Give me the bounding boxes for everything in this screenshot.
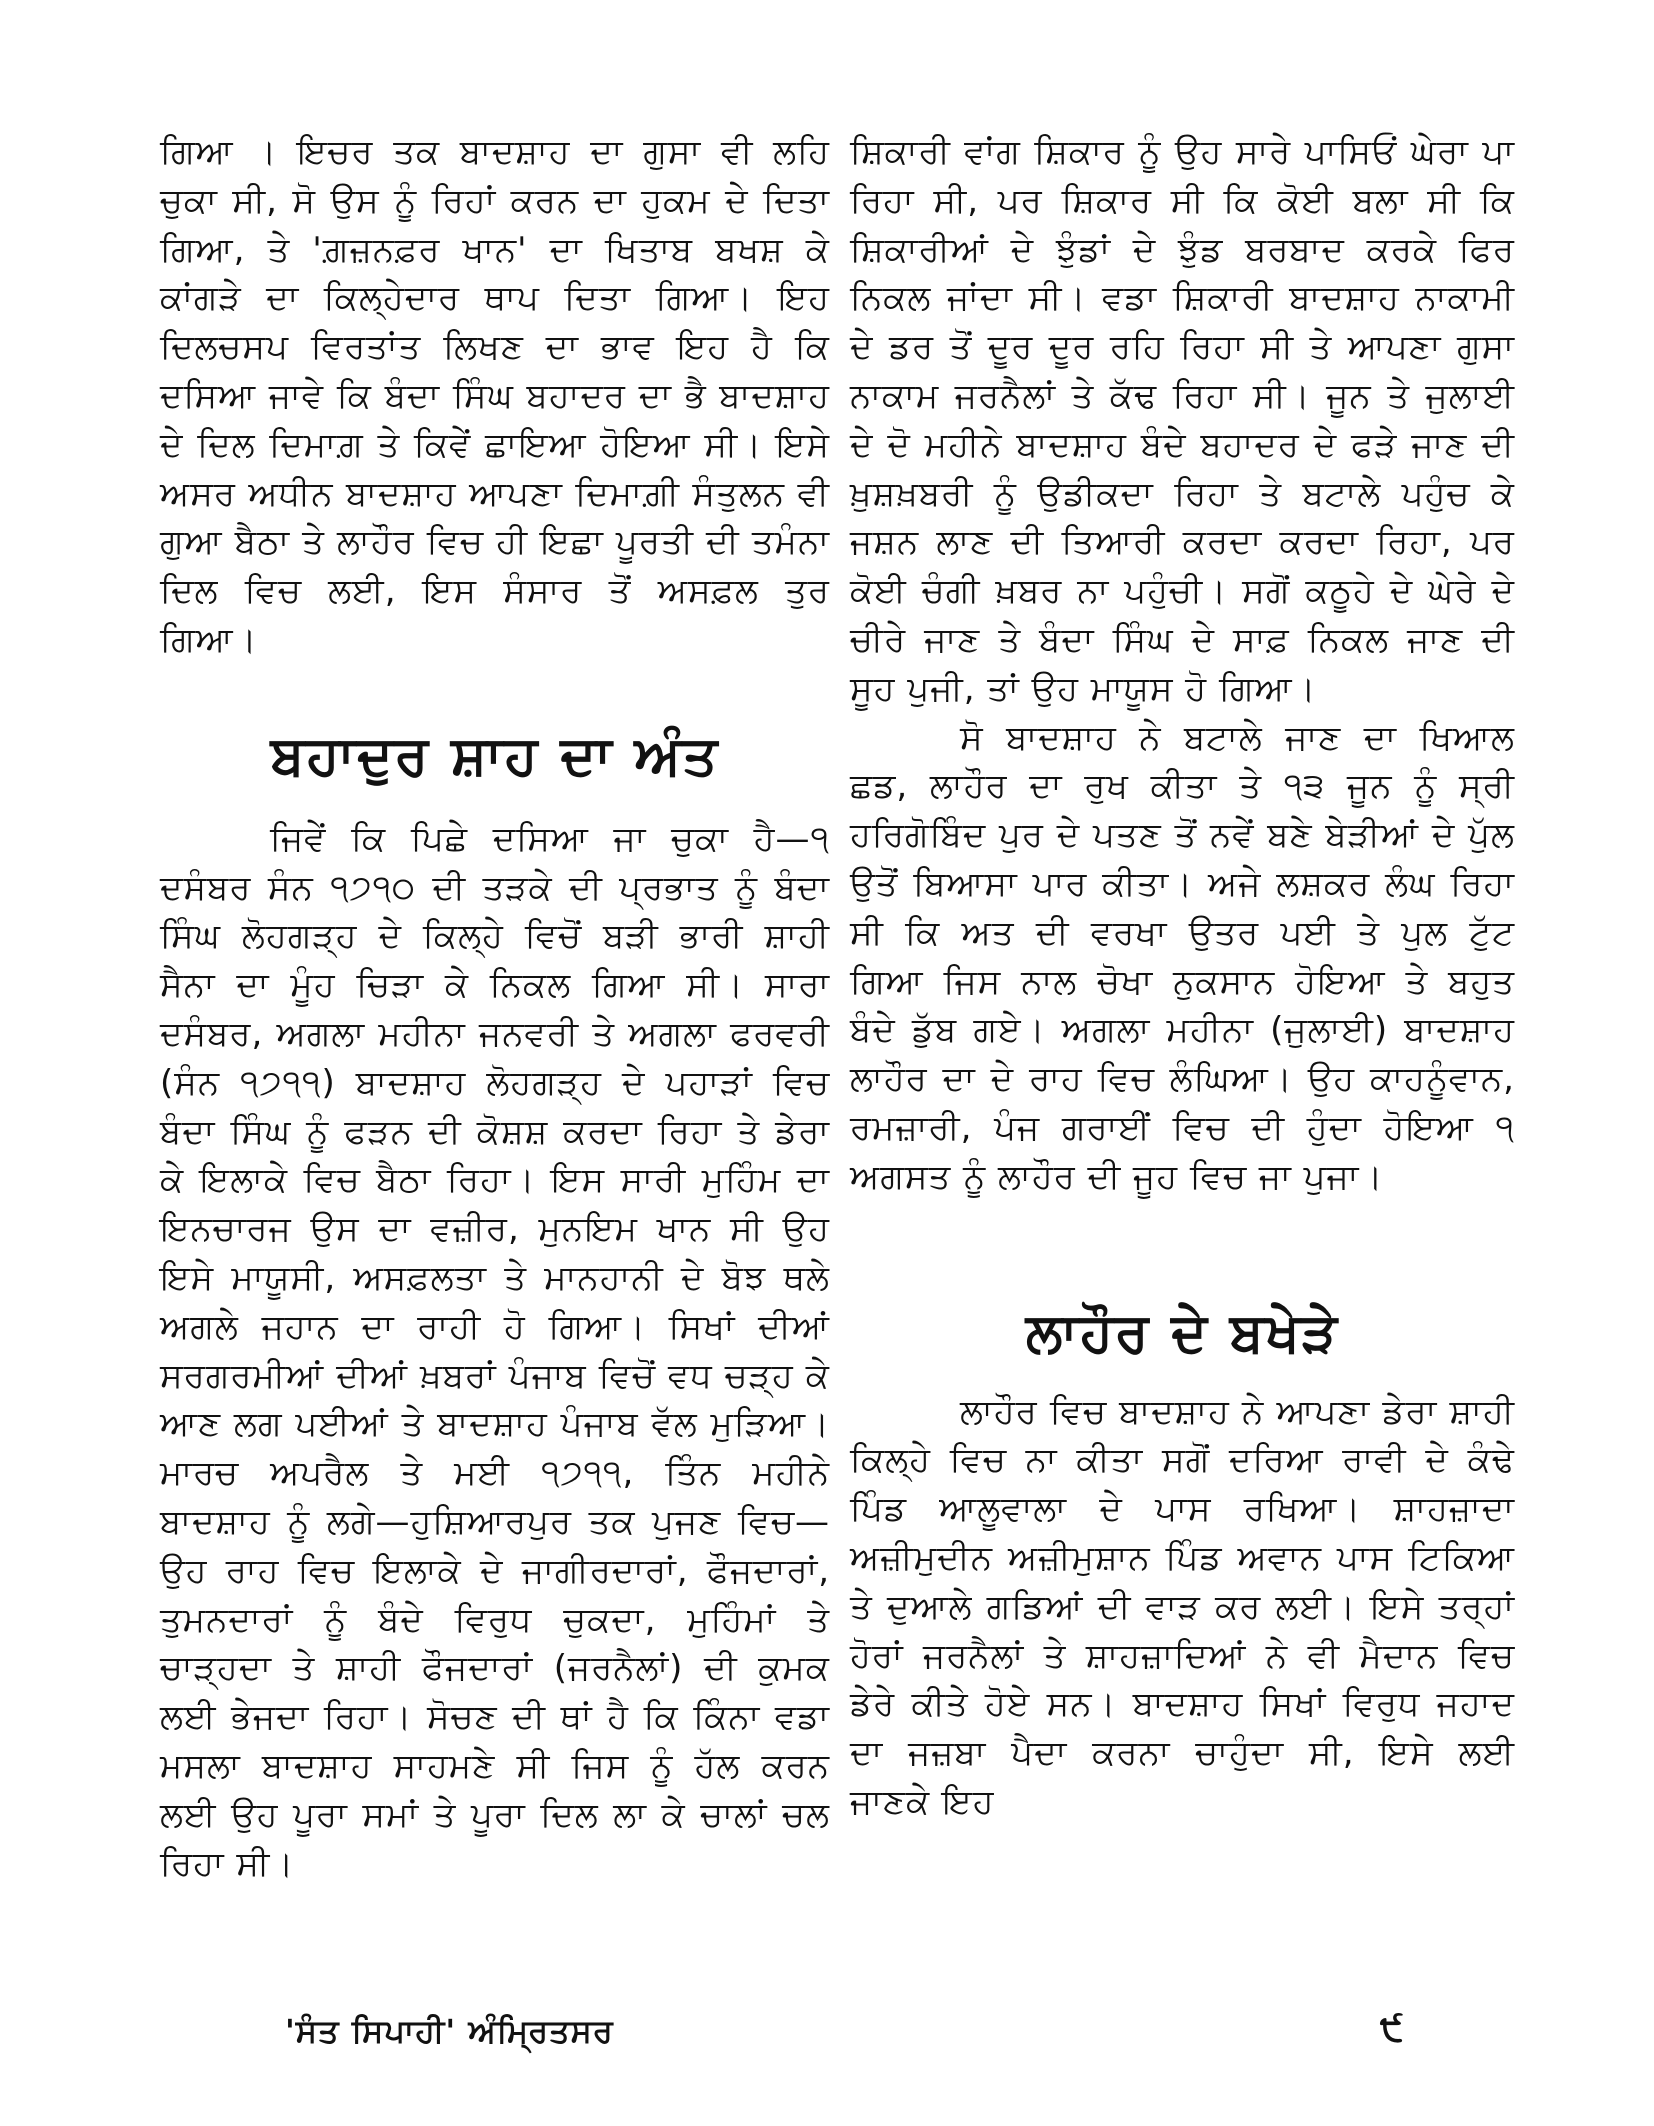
section-heading-lahore: ਲਾਹੌਰ ਦੇ ਬਖੇੜੇ — [1025, 1300, 1340, 1364]
right-paragraph-1: ਸ਼ਿਕਾਰੀ ਵਾਂਗ ਸ਼ਿਕਾਰ ਨੂੰ ਉਹ ਸਾਰੇ ਪਾਸਿਓਂ ਘੇਰਾ ਪਾ ਰਿਹਾ ਸੀ, ਪਰ ਸ਼ਿਕਾਰ ਸੀ ਕਿ ਕੋਈ ਬਲਾ ਸੀ ਕਿ ਸ਼ਿਕਾਰੀਆਂ ਦੇ ਝੁੰਡਾਂ ਦੇ ਝੁੰਡ ਬਰਬਾਦ ਕਰਕੇ ਫਿਰ ਨਿਕਲ ਜਾਂਦਾ ਸੀ। ਵਡਾ ਸ਼ਿਕਾਰੀ ਬਾਦਸ਼ਾਹ ਨਾਕਾਮੀ ਦੇ ਡਰ ਤੋਂ ਦੂਰ ਦੂਰ ਰਹਿ ਰਿਹਾ ਸੀ ਤੇ ਆਪਣਾ ਗੁਸਾ ਨਾਕਾਮ ਜਰਨੈਲਾਂ ਤੇ ਕੱਢ ਰਿਹਾ ਸੀ। ਜੂਨ ਤੇ ਜੁਲਾਈ ਦੇ ਦੋ ਮਹੀਨੇ ਬਾਦਸ਼ਾਹ ਬੰਦੇ ਬਹਾਦਰ ਦੇ ਫੜੇ ਜਾਣ ਦੀ ਖ਼ੁਸ਼ਖ਼ਬਰੀ ਨੂੰ ਉਡੀਕਦਾ ਰਿਹਾ ਤੇ ਬਟਾਲੇ ਪਹੁੰਚ ਕੇ ਜਸ਼ਨ ਲਾਣ ਦੀ ਤਿਆਰੀ ਕਰਦਾ ਕਰਦਾ ਰਿਹਾ, ਪਰ ਕੋਈ ਚੰਗੀ ਖ਼ਬਰ ਨਾ ਪਹੁੰਚੀ। ਸਗੋਂ ਕਠੂਹੇ ਦੇ ਘੇਰੇ ਦੇ ਚੀਰੇ ਜਾਣ ਤੇ ਬੰਦਾ ਸਿੰਘ ਦੇ ਸਾਫ਼ ਨਿਕਲ ਜਾਣ ਦੀ ਸੂਹ ਪੁਜੀ, ਤਾਂ ਉਹ ਮਾਯੂਸ ਹੋ ਗਿਆ। — [850, 132, 1515, 709]
right-column — [850, 128, 1515, 1827]
right-paragraph-3: ਲਾਹੌਰ ਵਿਚ ਬਾਦਸ਼ਾਹ ਨੇ ਆਪਣਾ ਡੇਰਾ ਸ਼ਾਹੀ ਕਿਲ੍ਹੇ ਵਿਚ ਨਾ ਕੀਤਾ ਸਗੋਂ ਦਰਿਆ ਰਾਵੀ ਦੇ ਕੰਢੇ ਪਿੰਡ ਆਲੂਵਾਲਾ ਦੇ ਪਾਸ ਰਖਿਆ। ਸ਼ਾਹਜ਼ਾਦਾ ਅਜ਼ੀਮੁਦੀਨ ਅਜ਼ੀਮੁਸ਼ਾਨ ਪਿੰਡ ਅਵਾਨ ਪਾਸ ਟਿਕਿਆ ਤੇ ਦੁਆਲੇ ਗਡਿਆਂ ਦੀ ਵਾੜ ਕਰ ਲਈ। ਇਸੇ ਤਰ੍ਹਾਂ ਹੋਰਾਂ ਜਰਨੈਲਾਂ ਤੇ ਸ਼ਾਹਜ਼ਾਦਿਆਂ ਨੇ ਵੀ ਮੈਦਾਨ ਵਿਚ ਡੇਰੇ ਕੀਤੇ ਹੋਏ ਸਨ। ਬਾਦਸ਼ਾਹ ਸਿਖਾਂ ਵਿਰੁਧ ਜਹਾਦ ਦਾ ਜਜ਼ਬਾ ਪੈਦਾ ਕਰਨਾ ਚਾਹੁੰਦਾ ਸੀ, ਇਸੇ ਲਈ ਜਾਣਕੇ ਇਹ — [850, 1391, 1515, 1822]
left-paragraph-2: ਜਿਵੇਂ ਕਿ ਪਿਛੇ ਦਸਿਆ ਜਾ ਚੁਕਾ ਹੈ—੧ ਦਸੰਬਰ ਸੰਨ ੧੭੧੦ ਦੀ ਤੜਕੇ ਦੀ ਪ੍ਰਭਾਤ ਨੂੰ ਬੰਦਾ ਸਿੰਘ ਲੋਹਗੜ੍ਹ ਦੇ ਕਿਲ੍ਹੇ ਵਿਚੋਂ ਬੜੀ ਭਾਰੀ ਸ਼ਾਹੀ ਸੈਨਾ ਦਾ ਮੂੰਹ ਚਿੜਾ ਕੇ ਨਿਕਲ ਗਿਆ ਸੀ। ਸਾਰਾ ਦਸੰਬਰ, ਅਗਲਾ ਮਹੀਨਾ ਜਨਵਰੀ ਤੇ ਅਗਲਾ ਫਰਵਰੀ (ਸੰਨ ੧੭੧੧) ਬਾਦਸ਼ਾਹ ਲੋਹਗੜ੍ਹ ਦੇ ਪਹਾੜਾਂ ਵਿਚ ਬੰਦਾ ਸਿੰਘ ਨੂੰ ਫੜਨ ਦੀ ਕੋਸ਼ਸ਼ ਕਰਦਾ ਰਿਹਾ ਤੇ ਡੇਰਾ ਕੇ ਇਲਾਕੇ ਵਿਚ ਬੈਠਾ ਰਿਹਾ। ਇਸ ਸਾਰੀ ਮੁਹਿੰਮ ਦਾ ਇਨਚਾਰਜ ਉਸ ਦਾ ਵਜ਼ੀਰ, ਮੁਨਇਮ ਖਾਨ ਸੀ ਉਹ ਇਸੇ ਮਾਯੂਸੀ, ਅਸਫ਼ਲਤਾ ਤੇ ਮਾਨਹਾਨੀ ਦੇ ਬੋਝ ਥਲੇ ਅਗਲੇ ਜਹਾਨ ਦਾ ਰਾਹੀ ਹੋ ਗਿਆ। ਸਿਖਾਂ ਦੀਆਂ ਸਰਗਰਮੀਆਂ ਦੀਆਂ ਖ਼ਬਰਾਂ ਪੰਜਾਬ ਵਿਚੋਂ ਵਧ ਚੜ੍ਹ ਕੇ ਆਣ ਲਗ ਪਈਆਂ ਤੇ ਬਾਦਸ਼ਾਹ ਪੰਜਾਬ ਵੱਲ ਮੁੜਿਆ। ਮਾਰਚ ਅਪਰੈਲ ਤੇ ਮਈ ੧੭੧੧, ਤਿੰਨ ਮਹੀਨੇ ਬਾਦਸ਼ਾਹ ਨੂੰ ਲਗੇ—ਹੁਸ਼ਿਆਰਪੁਰ ਤਕ ਪੁਜਣ ਵਿਚ—ਉਹ ਰਾਹ ਵਿਚ ਇਲਾਕੇ ਦੇ ਜਾਗੀਰਦਾਰਾਂ, ਫੌਜਦਾਰਾਂ, ਤੁਮਨਦਾਰਾਂ ਨੂੰ ਬੰਦੇ ਵਿਰੁਧ ਚੁਕਦਾ, ਮੁਹਿੰਮਾਂ ਤੇ ਚਾੜ੍ਹਦਾ ਤੇ ਸ਼ਾਹੀ ਫੌਜਦਾਰਾਂ (ਜਰਨੈਲਾਂ) ਦੀ ਕੁਮਕ ਲਈ ਭੇਜਦਾ ਰਿਹਾ। ਸੋਚਣ ਦੀ ਥਾਂ ਹੈ ਕਿ ਕਿੰਨਾ ਵਡਾ ਮਸਲਾ ਬਾਦਸ਼ਾਹ ਸਾਹਮਣੇ ਸੀ ਜਿਸ ਨੂੰ ਹੱਲ ਕਰਨ ਲਈ ਉਹ ਪੂਰਾ ਸਮਾਂ ਤੇ ਪੂਰਾ ਦਿਲ ਲਾ ਕੇ ਚਾਲਾਂ ਚਲ ਰਿਹਾ ਸੀ। — [160, 818, 830, 1884]
right-paragraph-2: ਸੋ ਬਾਦਸ਼ਾਹ ਨੇ ਬਟਾਲੇ ਜਾਣ ਦਾ ਖਿਆਲ ਛਡ, ਲਾਹੌਰ ਦਾ ਰੁਖ ਕੀਤਾ ਤੇ ੧੩ ਜੂਨ ਨੂੰ ਸ੍ਰੀ ਹਰਿਗੋਬਿੰਦ ਪੁਰ ਦੇ ਪਤਣ ਤੋਂ ਨਵੇਂ ਬਣੇ ਬੇੜੀਆਂ ਦੇ ਪੁੱਲ ਉਤੋਂ ਬਿਆਸਾ ਪਾਰ ਕੀਤਾ। ਅਜੇ ਲਸ਼ਕਰ ਲੰਘ ਰਿਹਾ ਸੀ ਕਿ ਅਤ ਦੀ ਵਰਖਾ ਉਤਰ ਪਈ ਤੇ ਪੁਲ ਟੁੱਟ ਗਿਆ ਜਿਸ ਨਾਲ ਚੋਖਾ ਨੁਕਸਾਨ ਹੋਇਆ ਤੇ ਬਹੁਤ ਬੰਦੇ ਡੁੱਬ ਗਏ। ਅਗਲਾ ਮਹੀਨਾ (ਜੁਲਾਈ) ਬਾਦਸ਼ਾਹ ਲਾਹੌਰ ਦਾ ਦੇ ਰਾਹ ਵਿਚ ਲੰਘਿਆ। ਉਹ ਕਾਹਨੂੰਵਾਨ, ਰਮਜ਼ਾਰੀ, ਪੰਜ ਗਰਾਈਂ ਵਿਚ ਦੀ ਹੁੰਦਾ ਹੋਇਆ ੧ ਅਗਸਤ ਨੂੰ ਲਾਹੌਰ ਦੀ ਜੂਹ ਵਿਚ ਜਾ ਪੁਜਾ। — [850, 717, 1515, 1197]
left-column — [160, 128, 830, 1888]
publication-name: 'ਸੰਤ ਸਿਪਾਹੀ' ਅੰਮ੍ਰਿਤਸਰ — [285, 2012, 614, 2050]
page-number: ੯ — [1380, 2008, 1404, 2049]
left-paragraph-1: ਗਿਆ । ਇਚਰ ਤਕ ਬਾਦਸ਼ਾਹ ਦਾ ਗੁਸਾ ਵੀ ਲਹਿ ਚੁਕਾ ਸੀ, ਸੋ ਉਸ ਨੂੰ ਰਿਹਾਂ ਕਰਨ ਦਾ ਹੁਕਮ ਦੇ ਦਿਤਾ ਗਿਆ, ਤੇ 'ਗ਼ਜ਼ਨਫ਼ਰ ਖਾਨ' ਦਾ ਖਿਤਾਬ ਬਖਸ਼ ਕੇ ਕਾਂਗੜੇ ਦਾ ਕਿਲ੍ਹੇਦਾਰ ਥਾਪ ਦਿਤਾ ਗਿਆ। ਇਹ ਦਿਲਚਸਪ ਵਿਰਤਾਂਤ ਲਿਖਣ ਦਾ ਭਾਵ ਇਹ ਹੈ ਕਿ ਦਸਿਆ ਜਾਵੇ ਕਿ ਬੰਦਾ ਸਿੰਘ ਬਹਾਦਰ ਦਾ ਭੈ ਬਾਦਸ਼ਾਹ ਦੇ ਦਿਲ ਦਿਮਾਗ਼ ਤੇ ਕਿਵੇਂ ਛਾਇਆ ਹੋਇਆ ਸੀ। ਇਸੇ ਅਸਰ ਅਧੀਨ ਬਾਦਸ਼ਾਹ ਆਪਣਾ ਦਿਮਾਗ਼ੀ ਸੰਤੁਲਨ ਵੀ ਗੁਆ ਬੈਠਾ ਤੇ ਲਾਹੌਰ ਵਿਚ ਹੀ ਇਛਾ ਪੂਰਤੀ ਦੀ ਤਮੰਨਾ ਦਿਲ ਵਿਚ ਲਈ, ਇਸ ਸੰਸਾਰ ਤੋਂ ਅਸਫ਼ਲ ਤੁਰ ਗਿਆ। — [160, 132, 830, 660]
section-heading-bahadur-shah: ਬਹਾਦੁਰ ਸ਼ਾਹ ਦਾ ਅੰਤ — [270, 723, 720, 787]
